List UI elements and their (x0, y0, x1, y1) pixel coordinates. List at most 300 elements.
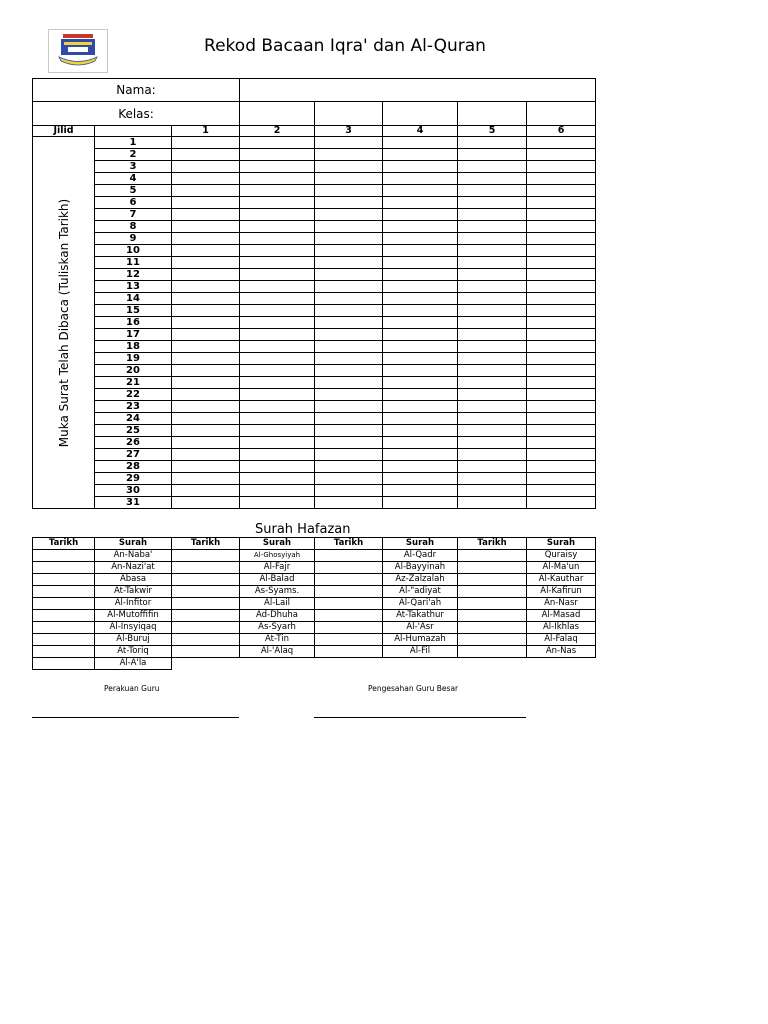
tarikh-entry-cell[interactable] (458, 622, 527, 634)
date-entry-cell[interactable] (315, 245, 383, 257)
date-entry-cell[interactable] (527, 485, 596, 497)
date-entry-cell[interactable] (172, 209, 240, 221)
date-entry-cell[interactable] (458, 413, 527, 425)
date-entry-cell[interactable] (458, 269, 527, 281)
date-entry-cell[interactable] (527, 449, 596, 461)
hafazan-row (33, 634, 596, 646)
teacher-signature-line[interactable] (32, 717, 239, 718)
date-entry-cell[interactable] (315, 281, 383, 293)
date-entry-cell[interactable] (315, 341, 383, 353)
surah-name: As-Syarh (240, 622, 315, 634)
date-entry-cell[interactable] (240, 353, 315, 365)
page-row (33, 269, 596, 281)
date-entry-cell[interactable] (240, 413, 315, 425)
date-entry-cell[interactable] (458, 221, 527, 233)
date-entry-cell[interactable] (172, 137, 240, 149)
page-row (33, 209, 596, 221)
date-entry-cell[interactable] (172, 257, 240, 269)
date-entry-cell[interactable] (383, 353, 458, 365)
surah-name: Al-Infitor (95, 598, 172, 610)
surah-name: Quraisy (527, 550, 596, 562)
date-entry-cell[interactable] (527, 461, 596, 473)
tarikh-entry-cell[interactable] (172, 562, 240, 574)
tarikh-entry-cell[interactable] (458, 634, 527, 646)
date-entry-cell[interactable] (315, 233, 383, 245)
date-entry-cell[interactable] (383, 449, 458, 461)
kelas-field[interactable] (240, 102, 315, 126)
date-entry-cell[interactable] (240, 257, 315, 269)
date-entry-cell[interactable] (458, 173, 527, 185)
date-entry-cell[interactable] (458, 377, 527, 389)
tarikh-entry-cell[interactable] (172, 634, 240, 646)
page-number: 11 (95, 257, 172, 269)
date-entry-cell[interactable] (240, 137, 315, 149)
hafazan-header: Tarikh (33, 538, 95, 550)
hafazan-header: Surah (527, 538, 596, 550)
vertical-label-cell (33, 137, 95, 509)
surah-name: An-Nazi'at (95, 562, 172, 574)
date-entry-cell[interactable] (383, 269, 458, 281)
tarikh-entry-cell[interactable] (172, 574, 240, 586)
surah-name: Al-Mutoffifin (95, 610, 172, 622)
date-entry-cell[interactable] (240, 401, 315, 413)
date-entry-cell[interactable] (240, 197, 315, 209)
tarikh-entry-cell[interactable] (172, 610, 240, 622)
date-entry-cell[interactable] (383, 365, 458, 377)
date-entry-cell[interactable] (172, 437, 240, 449)
hafazan-header: Tarikh (172, 538, 240, 550)
date-entry-cell[interactable] (315, 317, 383, 329)
tarikh-entry-cell[interactable] (458, 550, 527, 562)
date-entry-cell[interactable] (527, 365, 596, 377)
empty-cell (240, 658, 315, 670)
date-entry-cell[interactable] (383, 329, 458, 341)
jilid-column-header: 6 (527, 126, 596, 137)
date-entry-cell[interactable] (315, 185, 383, 197)
date-entry-cell[interactable] (383, 257, 458, 269)
date-entry-cell[interactable] (315, 293, 383, 305)
date-entry-cell[interactable] (383, 161, 458, 173)
date-entry-cell[interactable] (527, 257, 596, 269)
surah-name: An-Nasr (527, 598, 596, 610)
date-entry-cell[interactable] (240, 449, 315, 461)
page-number: 3 (95, 161, 172, 173)
date-entry-cell[interactable] (240, 473, 315, 485)
page-row (33, 161, 596, 173)
tarikh-entry-cell[interactable] (458, 646, 527, 658)
date-entry-cell[interactable] (527, 473, 596, 485)
jilid-column-header: 4 (383, 126, 458, 137)
date-entry-cell[interactable] (172, 305, 240, 317)
tarikh-entry-cell[interactable] (315, 634, 383, 646)
date-entry-cell[interactable] (240, 329, 315, 341)
date-entry-cell[interactable] (527, 377, 596, 389)
date-entry-cell[interactable] (240, 233, 315, 245)
date-entry-cell[interactable] (315, 353, 383, 365)
page-number: 10 (95, 245, 172, 257)
tarikh-entry-cell[interactable] (315, 550, 383, 562)
date-entry-cell[interactable] (527, 269, 596, 281)
date-entry-cell[interactable] (315, 389, 383, 401)
surah-name: Abasa (95, 574, 172, 586)
tarikh-entry-cell[interactable] (458, 574, 527, 586)
kelas-field[interactable] (315, 102, 383, 126)
tarikh-entry-cell[interactable] (172, 586, 240, 598)
date-entry-cell[interactable] (527, 197, 596, 209)
date-entry-cell[interactable] (458, 185, 527, 197)
date-entry-cell[interactable] (172, 293, 240, 305)
tarikh-entry-cell[interactable] (458, 610, 527, 622)
date-entry-cell[interactable] (383, 293, 458, 305)
date-entry-cell[interactable] (240, 209, 315, 221)
tarikh-entry-cell[interactable] (33, 658, 95, 670)
page-number: 7 (95, 209, 172, 221)
surah-name: Al-Bayyinah (383, 562, 458, 574)
date-entry-cell[interactable] (240, 365, 315, 377)
page-number: 15 (95, 305, 172, 317)
date-entry-cell[interactable] (458, 437, 527, 449)
date-entry-cell[interactable] (172, 161, 240, 173)
date-entry-cell[interactable] (458, 317, 527, 329)
date-entry-cell[interactable] (172, 185, 240, 197)
date-entry-cell[interactable] (383, 173, 458, 185)
date-entry-cell[interactable] (240, 149, 315, 161)
date-entry-cell[interactable] (315, 449, 383, 461)
date-entry-cell[interactable] (527, 401, 596, 413)
date-entry-cell[interactable] (315, 269, 383, 281)
tarikh-entry-cell[interactable] (315, 622, 383, 634)
date-entry-cell[interactable] (172, 401, 240, 413)
date-entry-cell[interactable] (458, 401, 527, 413)
date-entry-cell[interactable] (240, 425, 315, 437)
date-entry-cell[interactable] (172, 473, 240, 485)
date-entry-cell[interactable] (458, 473, 527, 485)
date-entry-cell[interactable] (240, 485, 315, 497)
date-entry-cell[interactable] (315, 461, 383, 473)
page-row (33, 377, 596, 389)
date-entry-cell[interactable] (527, 437, 596, 449)
empty-cell (527, 658, 596, 670)
date-entry-cell[interactable] (315, 497, 383, 509)
tarikh-entry-cell[interactable] (33, 562, 95, 574)
date-entry-cell[interactable] (315, 401, 383, 413)
date-entry-cell[interactable] (458, 233, 527, 245)
date-entry-cell[interactable] (458, 485, 527, 497)
date-entry-cell[interactable] (315, 485, 383, 497)
empty-cell (383, 658, 458, 670)
tarikh-entry-cell[interactable] (33, 550, 95, 562)
page-number: 5 (95, 185, 172, 197)
date-entry-cell[interactable] (172, 497, 240, 509)
date-entry-cell[interactable] (383, 221, 458, 233)
date-entry-cell[interactable] (527, 293, 596, 305)
page-number: 23 (95, 401, 172, 413)
date-entry-cell[interactable] (527, 137, 596, 149)
date-entry-cell[interactable] (172, 449, 240, 461)
tarikh-entry-cell[interactable] (315, 586, 383, 598)
date-entry-cell[interactable] (458, 461, 527, 473)
nama-field[interactable] (240, 79, 596, 102)
date-entry-cell[interactable] (240, 389, 315, 401)
page-row (33, 233, 596, 245)
date-entry-cell[interactable] (172, 365, 240, 377)
date-entry-cell[interactable] (458, 353, 527, 365)
date-entry-cell[interactable] (240, 245, 315, 257)
date-entry-cell[interactable] (315, 365, 383, 377)
pengesahan-guru-besar-label: Pengesahan Guru Besar (368, 684, 459, 693)
date-entry-cell[interactable] (527, 209, 596, 221)
date-entry-cell[interactable] (240, 185, 315, 197)
date-entry-cell[interactable] (383, 305, 458, 317)
page-row (33, 149, 596, 161)
date-entry-cell[interactable] (527, 425, 596, 437)
date-entry-cell[interactable] (315, 305, 383, 317)
date-entry-cell[interactable] (383, 149, 458, 161)
jilid-column-header: 2 (240, 126, 315, 137)
date-entry-cell[interactable] (527, 161, 596, 173)
date-entry-cell[interactable] (172, 329, 240, 341)
date-entry-cell[interactable] (527, 317, 596, 329)
date-entry-cell[interactable] (240, 161, 315, 173)
tarikh-entry-cell[interactable] (33, 610, 95, 622)
date-entry-cell[interactable] (527, 245, 596, 257)
date-entry-cell[interactable] (240, 269, 315, 281)
date-entry-cell[interactable] (315, 413, 383, 425)
page-number: 1 (95, 137, 172, 149)
date-entry-cell[interactable] (315, 425, 383, 437)
date-entry-cell[interactable] (527, 221, 596, 233)
date-entry-cell[interactable] (172, 173, 240, 185)
hafazan-row (33, 622, 596, 634)
date-entry-cell[interactable] (458, 293, 527, 305)
date-entry-cell[interactable] (458, 389, 527, 401)
page-number: 9 (95, 233, 172, 245)
headmaster-signature-line[interactable] (314, 717, 526, 718)
surah-name: Al-A'la (95, 658, 172, 670)
date-entry-cell[interactable] (383, 245, 458, 257)
reading-record-table (32, 78, 596, 509)
kelas-field[interactable] (527, 102, 596, 126)
date-entry-cell[interactable] (172, 389, 240, 401)
date-entry-cell[interactable] (315, 137, 383, 149)
tarikh-entry-cell[interactable] (33, 622, 95, 634)
hafazan-row (33, 646, 596, 658)
date-entry-cell[interactable] (527, 329, 596, 341)
surah-name: Ad-Dhuha (240, 610, 315, 622)
date-entry-cell[interactable] (458, 449, 527, 461)
page-row (33, 185, 596, 197)
date-entry-cell[interactable] (315, 221, 383, 233)
kelas-field[interactable] (458, 102, 527, 126)
date-entry-cell[interactable] (458, 137, 527, 149)
tarikh-entry-cell[interactable] (315, 562, 383, 574)
surah-name: At-Tin (240, 634, 315, 646)
date-entry-cell[interactable] (527, 149, 596, 161)
page-row (33, 413, 596, 425)
tarikh-entry-cell[interactable] (458, 586, 527, 598)
date-entry-cell[interactable] (383, 413, 458, 425)
date-entry-cell[interactable] (315, 257, 383, 269)
tarikh-entry-cell[interactable] (458, 562, 527, 574)
hafazan-header: Tarikh (315, 538, 383, 550)
date-entry-cell[interactable] (240, 173, 315, 185)
date-entry-cell[interactable] (240, 437, 315, 449)
date-entry-cell[interactable] (458, 329, 527, 341)
page-row (33, 401, 596, 413)
page-row (33, 461, 596, 473)
date-entry-cell[interactable] (527, 497, 596, 509)
tarikh-entry-cell[interactable] (33, 634, 95, 646)
date-entry-cell[interactable] (315, 377, 383, 389)
date-entry-cell[interactable] (383, 485, 458, 497)
date-entry-cell[interactable] (240, 377, 315, 389)
date-entry-cell[interactable] (383, 209, 458, 221)
date-entry-cell[interactable] (383, 137, 458, 149)
date-entry-cell[interactable] (458, 197, 527, 209)
tarikh-entry-cell[interactable] (315, 574, 383, 586)
date-entry-cell[interactable] (172, 197, 240, 209)
tarikh-entry-cell[interactable] (315, 610, 383, 622)
tarikh-entry-cell[interactable] (172, 622, 240, 634)
date-entry-cell[interactable] (458, 305, 527, 317)
surah-name: Al-"adiyat (383, 586, 458, 598)
date-entry-cell[interactable] (383, 341, 458, 353)
tarikh-entry-cell[interactable] (33, 574, 95, 586)
tarikh-entry-cell[interactable] (315, 646, 383, 658)
date-entry-cell[interactable] (527, 353, 596, 365)
page-row (33, 317, 596, 329)
date-entry-cell[interactable] (172, 245, 240, 257)
date-entry-cell[interactable] (172, 341, 240, 353)
date-entry-cell[interactable] (383, 437, 458, 449)
surah-name: Al-Qadr (383, 550, 458, 562)
tarikh-entry-cell[interactable] (33, 646, 95, 658)
date-entry-cell[interactable] (383, 197, 458, 209)
date-entry-cell[interactable] (240, 221, 315, 233)
date-entry-cell[interactable] (383, 401, 458, 413)
date-entry-cell[interactable] (458, 257, 527, 269)
date-entry-cell[interactable] (172, 413, 240, 425)
date-entry-cell[interactable] (458, 149, 527, 161)
hafazan-row (33, 658, 596, 670)
surah-name: As-Syams. (240, 586, 315, 598)
date-entry-cell[interactable] (240, 461, 315, 473)
date-entry-cell[interactable] (458, 425, 527, 437)
page-number: 29 (95, 473, 172, 485)
page-number: 19 (95, 353, 172, 365)
date-entry-cell[interactable] (383, 233, 458, 245)
empty-cell (315, 658, 383, 670)
school-crest-icon (49, 30, 107, 72)
date-entry-cell[interactable] (383, 389, 458, 401)
date-entry-cell[interactable] (527, 413, 596, 425)
date-entry-cell[interactable] (240, 341, 315, 353)
page-number: 30 (95, 485, 172, 497)
page-title: Rekod Bacaan Iqra' dan Al-Quran (204, 36, 486, 56)
date-entry-cell[interactable] (240, 497, 315, 509)
date-entry-cell[interactable] (172, 317, 240, 329)
page-row (33, 293, 596, 305)
date-entry-cell[interactable] (315, 329, 383, 341)
page-number: 25 (95, 425, 172, 437)
tarikh-entry-cell[interactable] (172, 598, 240, 610)
date-entry-cell[interactable] (172, 353, 240, 365)
date-entry-cell[interactable] (383, 425, 458, 437)
date-entry-cell[interactable] (172, 281, 240, 293)
surah-name: At-Takwir (95, 586, 172, 598)
date-entry-cell[interactable] (383, 461, 458, 473)
tarikh-entry-cell[interactable] (458, 598, 527, 610)
date-entry-cell[interactable] (172, 269, 240, 281)
date-entry-cell[interactable] (458, 161, 527, 173)
tarikh-entry-cell[interactable] (172, 646, 240, 658)
date-entry-cell[interactable] (527, 233, 596, 245)
date-entry-cell[interactable] (527, 341, 596, 353)
date-entry-cell[interactable] (315, 149, 383, 161)
date-entry-cell[interactable] (172, 233, 240, 245)
tarikh-entry-cell[interactable] (33, 598, 95, 610)
date-entry-cell[interactable] (383, 281, 458, 293)
date-entry-cell[interactable] (240, 317, 315, 329)
date-entry-cell[interactable] (383, 497, 458, 509)
school-logo (48, 29, 108, 73)
date-entry-cell[interactable] (315, 161, 383, 173)
surah-name: At-Takathur (383, 610, 458, 622)
hafazan-row (33, 562, 596, 574)
hafazan-row (33, 598, 596, 610)
date-entry-cell[interactable] (383, 377, 458, 389)
date-entry-cell[interactable] (172, 485, 240, 497)
date-entry-cell[interactable] (458, 365, 527, 377)
date-entry-cell[interactable] (315, 437, 383, 449)
date-entry-cell[interactable] (315, 209, 383, 221)
date-entry-cell[interactable] (172, 425, 240, 437)
date-entry-cell[interactable] (527, 389, 596, 401)
date-entry-cell[interactable] (240, 281, 315, 293)
date-entry-cell[interactable] (383, 473, 458, 485)
page-number: 24 (95, 413, 172, 425)
page-number: 31 (95, 497, 172, 509)
page-row (33, 281, 596, 293)
tarikh-entry-cell[interactable] (315, 598, 383, 610)
date-entry-cell[interactable] (458, 341, 527, 353)
date-entry-cell[interactable] (172, 221, 240, 233)
date-entry-cell[interactable] (458, 245, 527, 257)
date-entry-cell[interactable] (383, 317, 458, 329)
date-entry-cell[interactable] (383, 185, 458, 197)
date-entry-cell[interactable] (172, 149, 240, 161)
tarikh-entry-cell[interactable] (33, 586, 95, 598)
date-entry-cell[interactable] (527, 305, 596, 317)
page-number: 13 (95, 281, 172, 293)
date-entry-cell[interactable] (315, 473, 383, 485)
page-number: 26 (95, 437, 172, 449)
date-entry-cell[interactable] (315, 197, 383, 209)
date-entry-cell[interactable] (527, 173, 596, 185)
date-entry-cell[interactable] (527, 185, 596, 197)
date-entry-cell[interactable] (240, 305, 315, 317)
date-entry-cell[interactable] (458, 209, 527, 221)
kelas-field[interactable] (383, 102, 458, 126)
date-entry-cell[interactable] (458, 497, 527, 509)
date-entry-cell[interactable] (527, 281, 596, 293)
tarikh-entry-cell[interactable] (172, 550, 240, 562)
date-entry-cell[interactable] (315, 173, 383, 185)
date-entry-cell[interactable] (172, 461, 240, 473)
date-entry-cell[interactable] (240, 293, 315, 305)
date-entry-cell[interactable] (172, 377, 240, 389)
date-entry-cell[interactable] (458, 281, 527, 293)
